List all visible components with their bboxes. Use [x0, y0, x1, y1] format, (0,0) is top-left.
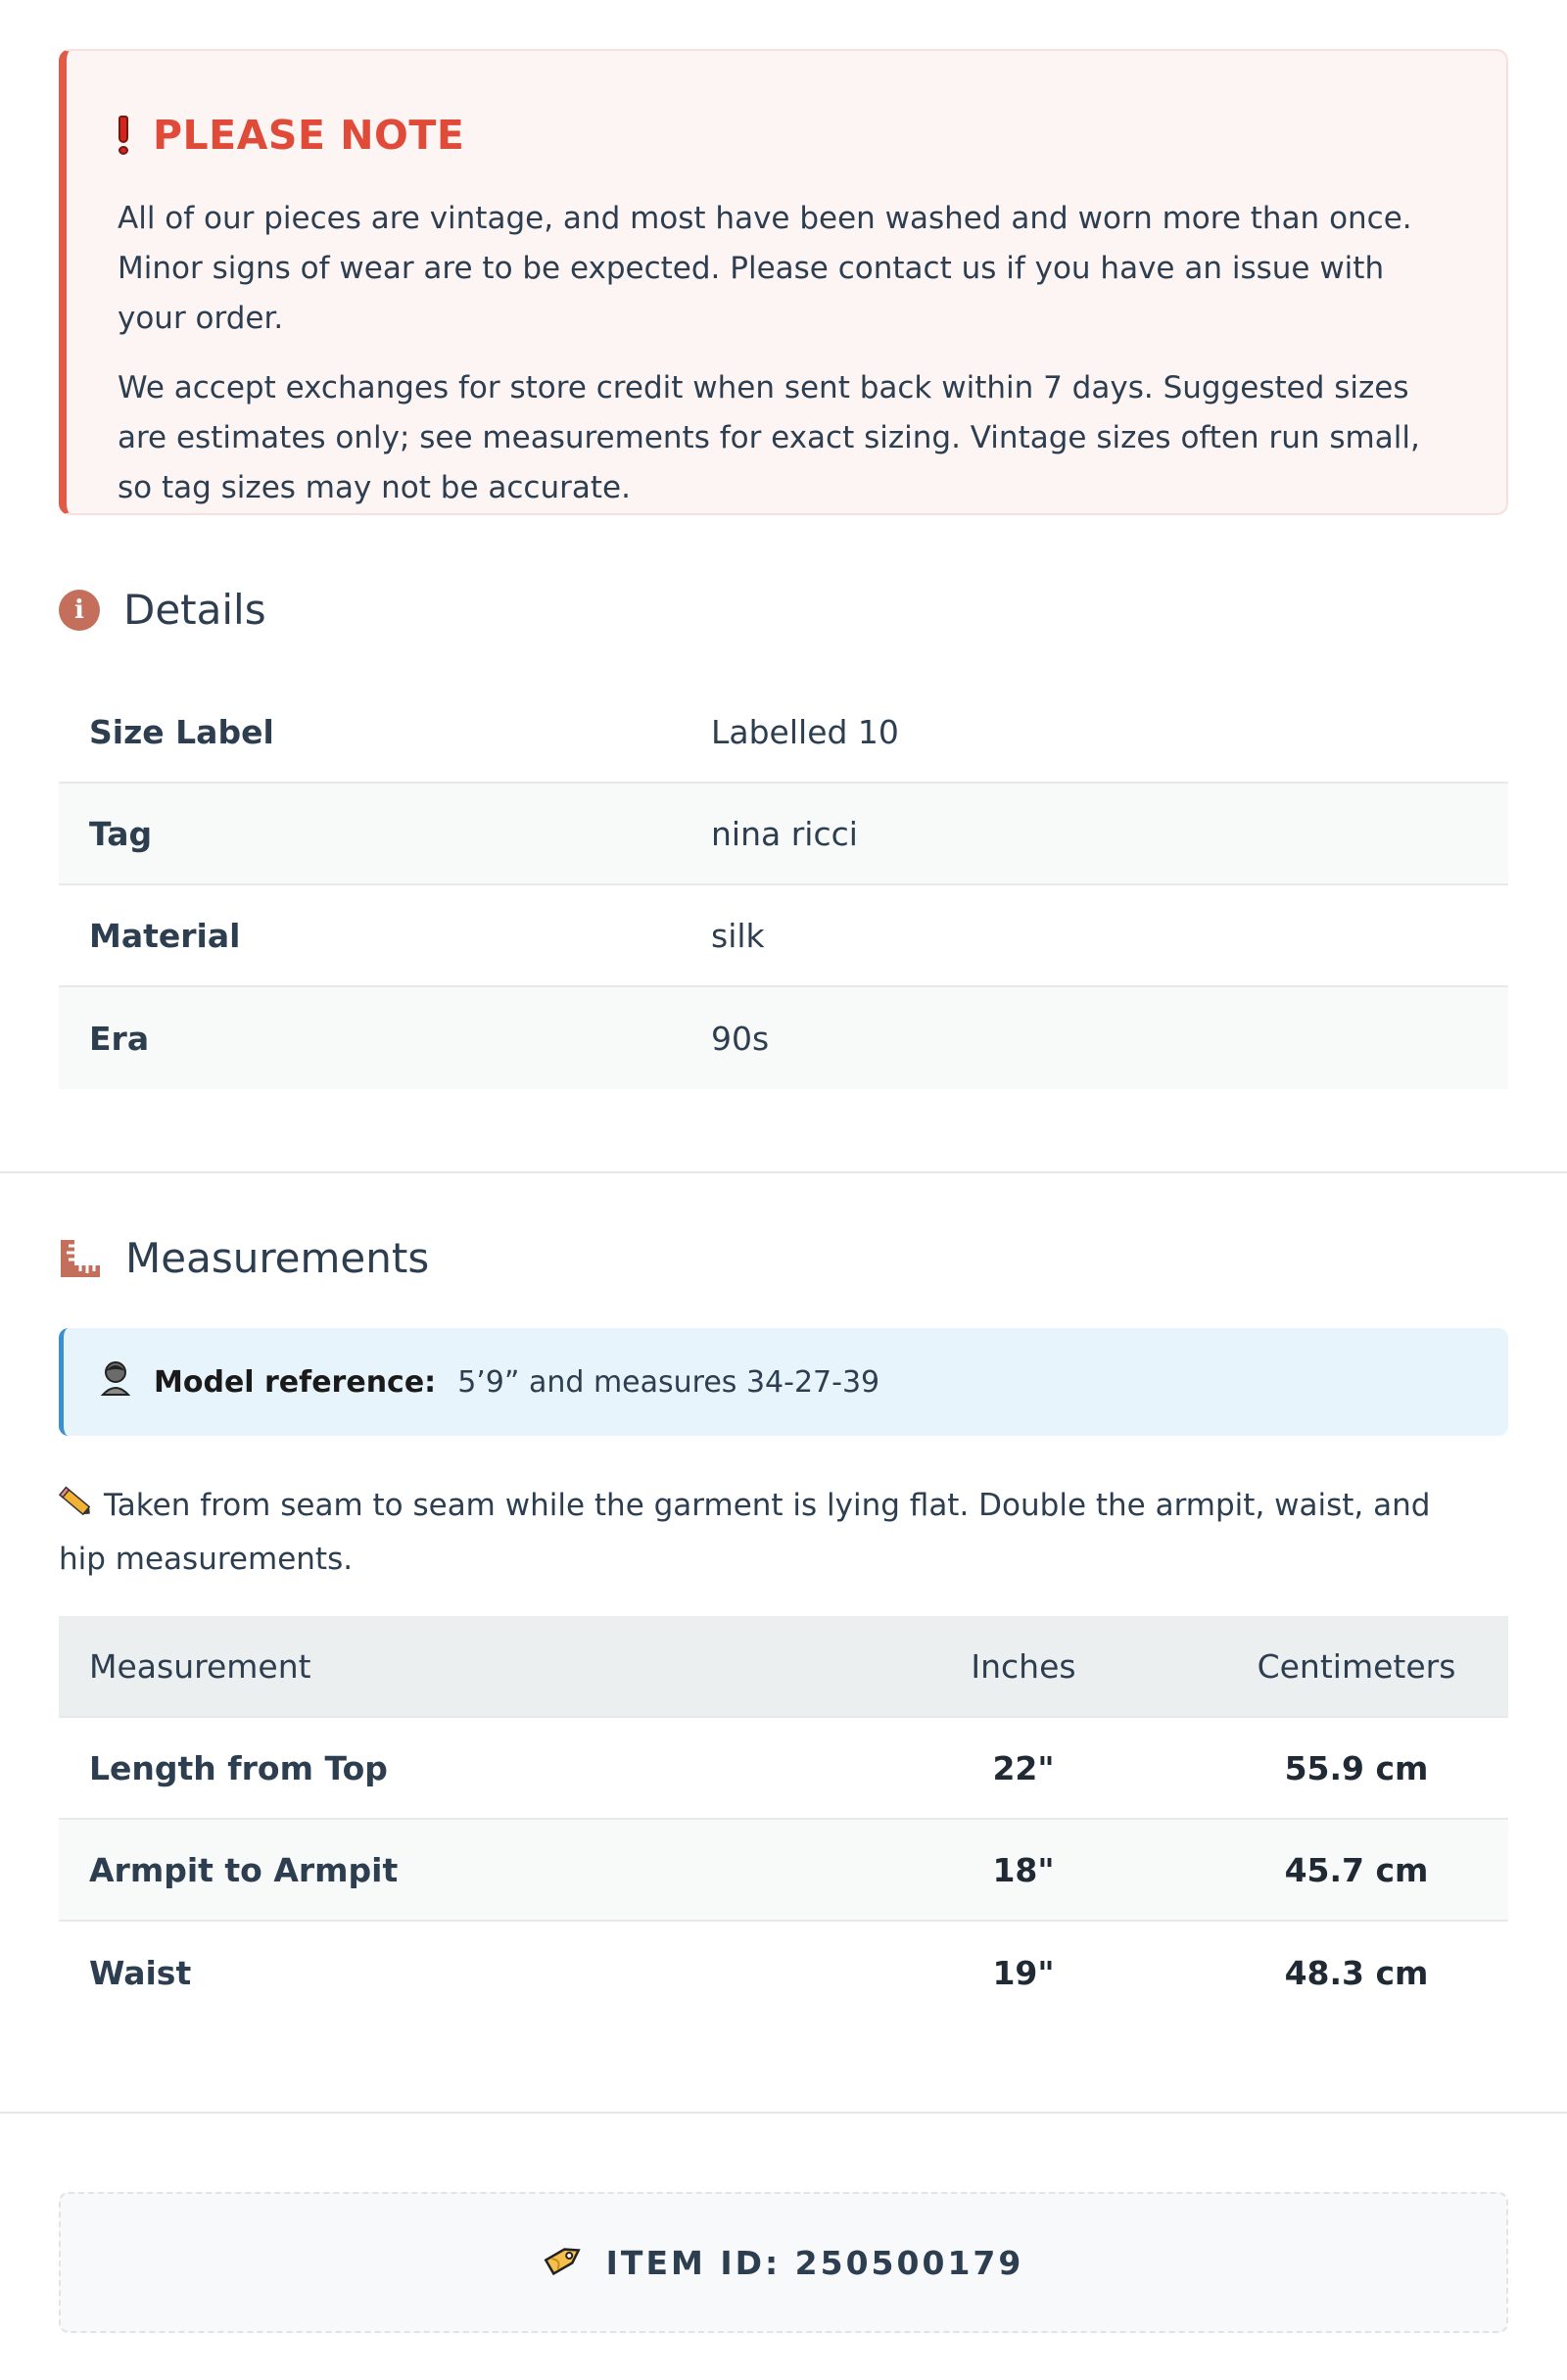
model-reference-label: Model reference: [154, 1364, 437, 1400]
measurement-name: Length from Top [89, 1748, 388, 1787]
ruler-icon [59, 1238, 102, 1279]
measurement-cm: 55.9 cm [1284, 1748, 1429, 1787]
detail-value: nina ricci [711, 814, 858, 853]
table-row [59, 885, 1508, 987]
notice-title-text: PLEASE NOTE [153, 112, 465, 159]
column-header: Centimeters [1257, 1646, 1456, 1686]
detail-label: Tag [89, 814, 153, 853]
pencil-icon [59, 1485, 94, 1535]
measurement-cm: 48.3 cm [1284, 1953, 1429, 1992]
measurements-title: Measurements [125, 1234, 430, 1282]
column-header: Measurement [89, 1646, 311, 1686]
detail-value: 90s [711, 1019, 770, 1058]
table-row [59, 784, 1508, 885]
section-divider [0, 1171, 1567, 1173]
detail-label: Size Label [89, 712, 274, 751]
detail-value: Labelled 10 [711, 712, 899, 751]
exclamation-icon [118, 116, 129, 155]
table-row [59, 987, 1508, 1089]
detail-label: Era [89, 1019, 150, 1058]
table-row [59, 1718, 1508, 1820]
measurement-note-text: Taken from seam to seam while the garment is lying flat. Double the armpit, waist, and hip measurements. [59, 1488, 1431, 1577]
model-reference-box [59, 1328, 1508, 1436]
details-title: Details [123, 586, 266, 634]
table-header-row [59, 1616, 1508, 1718]
please-note-box [59, 49, 1508, 515]
table-row [59, 1922, 1508, 2023]
measurements-header [59, 1234, 429, 1282]
measurement-cm: 45.7 cm [1284, 1850, 1429, 1889]
measurement-inches: 19" [992, 1953, 1055, 1992]
measurement-inches: 18" [992, 1850, 1055, 1889]
measurement-note [59, 1481, 1449, 1585]
item-id-box [59, 2192, 1508, 2333]
section-divider [0, 2112, 1567, 2114]
measurements-table [59, 1616, 1508, 2023]
model-reference-value: 5’9” and measures 34-27-39 [457, 1364, 880, 1400]
notice-paragraph-1: All of our pieces are vintage, and most have been washed and worn more than once. Minor signs of wear are to be expected. Please contact us if you have an issue with your order. [118, 201, 1412, 336]
measurement-name: Armpit to Armpit [89, 1850, 399, 1889]
notice-paragraph-2: We accept exchanges for store credit when sent back within 7 days. Suggested sizes are estimates only; see measurements for exact sizing. Vintage sizes often run small, so tag sizes may not be accurate. [118, 370, 1420, 505]
measurement-name: Waist [89, 1953, 192, 1992]
details-table [59, 682, 1508, 1089]
table-row [59, 682, 1508, 784]
table-row [59, 1820, 1508, 1922]
details-header [59, 586, 266, 634]
detail-label: Material [89, 916, 241, 955]
detail-value: silk [711, 916, 765, 955]
person-icon [99, 1359, 132, 1404]
column-header: Inches [971, 1646, 1076, 1686]
item-id-label: ITEM ID: 250500179 [605, 2243, 1024, 2282]
notice-title [118, 112, 1457, 159]
tag-icon [544, 2239, 585, 2286]
measurement-inches: 22" [992, 1748, 1055, 1787]
info-icon: i [59, 590, 100, 631]
